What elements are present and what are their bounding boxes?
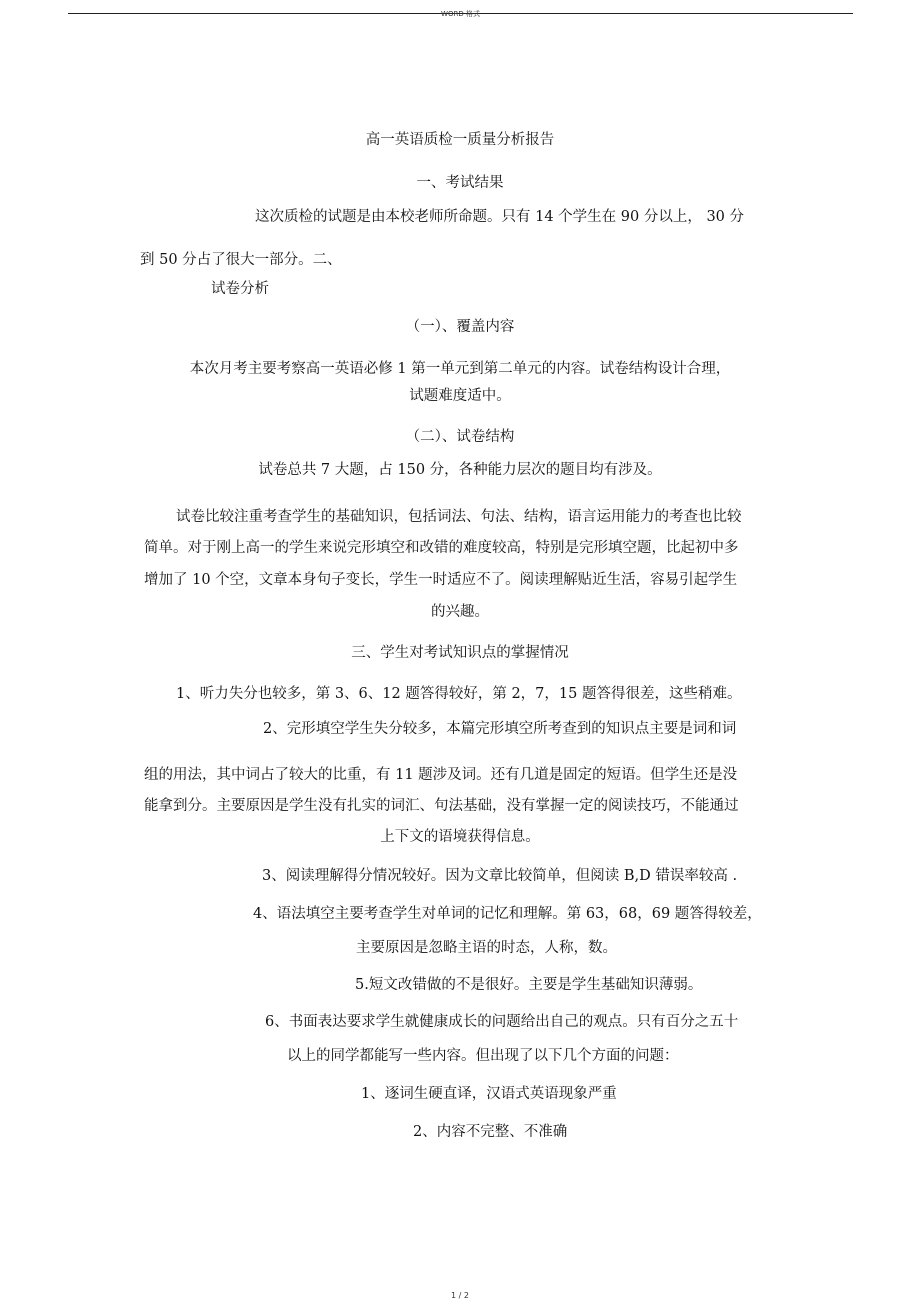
item6-line1: 6、书面表达要求学生就健康成长的问题给出自己的观点。只有百分之五十 — [265, 1014, 739, 1030]
item2-line4: 上下文的语境获得信息。 — [380, 829, 540, 845]
document-title: 高一英语质检一质量分析报告 — [365, 132, 555, 148]
item3: 3、阅读理解得分情况较好。因为文章比较简单，但阅读 B,D 错误率较高 . — [262, 868, 738, 884]
sub2-line1: 试卷总共 7 大题，占 150 分，各种能力层次的题目均有涉及。 — [258, 462, 662, 478]
sub1-line1: 本次月考主要考察高一英语必修 1 第一单元到第二单元的内容。试卷结构设计合理， — [189, 361, 731, 377]
paragraph-line2: 简单。对于刚上高一的学生来说完形填空和改错的难度较高，特别是完形填空题，比起初中多 — [144, 540, 739, 556]
item2-line1: 2、完形填空学生失分较多，本篇完形填空所考查到的知识点主要是词和词 — [263, 721, 737, 737]
paragraph-line1: 试卷比较注重考查学生的基础知识，包括词法、句法、结构，语言运用能力的考查也比较 — [176, 509, 742, 525]
page-number: 1 / 2 — [451, 1291, 469, 1300]
item4-line2: 主要原因是忽略主语的时态，人称，数。 — [356, 940, 617, 956]
paragraph-line3: 增加了 10 个空，文章本身句子变长，学生一时适应不了。阅读理解贴近生活，容易引起学生 — [144, 572, 738, 588]
sub1-line2: 试题难度适中。 — [409, 388, 511, 404]
sub1-heading: （一）、覆盖内容 — [405, 319, 515, 335]
item2-line2: 组的用法，其中词占了较大的比重，有 11 题涉及词。还有几道是固定的短语。但学生还是没 — [144, 767, 738, 783]
section2-heading: 试卷分析 — [211, 281, 269, 297]
sub2-heading: （二）、试卷结构 — [405, 429, 515, 445]
page-header — [68, 0, 853, 18]
header-text: WORD 格式 — [441, 10, 480, 18]
item1: 1、听力失分也较多，第 3、6、12 题答得较好，第 2，7，15 题答得很差，这些稍难。 — [176, 686, 742, 702]
item5: 5.短文改错做的不是很好。主要是学生基础知识薄弱。 — [355, 977, 703, 993]
problem1: 1、逐词生硬直译，汉语式英语现象严重 — [361, 1086, 617, 1102]
section3-heading: 三、学生对考试知识点的掌握情况 — [351, 645, 569, 661]
item6-line2: 以上的同学都能写一些内容。但出现了以下几个方面的问题： — [287, 1048, 679, 1064]
section1-line2: 到 50 分占了很大一部分。二、 — [140, 252, 342, 268]
section1-line1: 这次质检的试题是由本校老师所命题。只有 14 个学生在 90 分以上， 30 分 — [255, 209, 745, 225]
item4-line1: 4、语法填空主要考查学生对单词的记忆和理解。第 63，68，69 题答得较差， — [253, 906, 762, 922]
item2-line3: 能拿到分。主要原因是学生没有扎实的词汇、句法基础，没有掌握一定的阅读技巧，不能通过 — [144, 798, 739, 814]
problem2: 2、内容不完整、不准确 — [413, 1124, 568, 1140]
section1-heading: 一、考试结果 — [416, 175, 504, 191]
paragraph-line4: 的兴趣。 — [431, 604, 489, 620]
